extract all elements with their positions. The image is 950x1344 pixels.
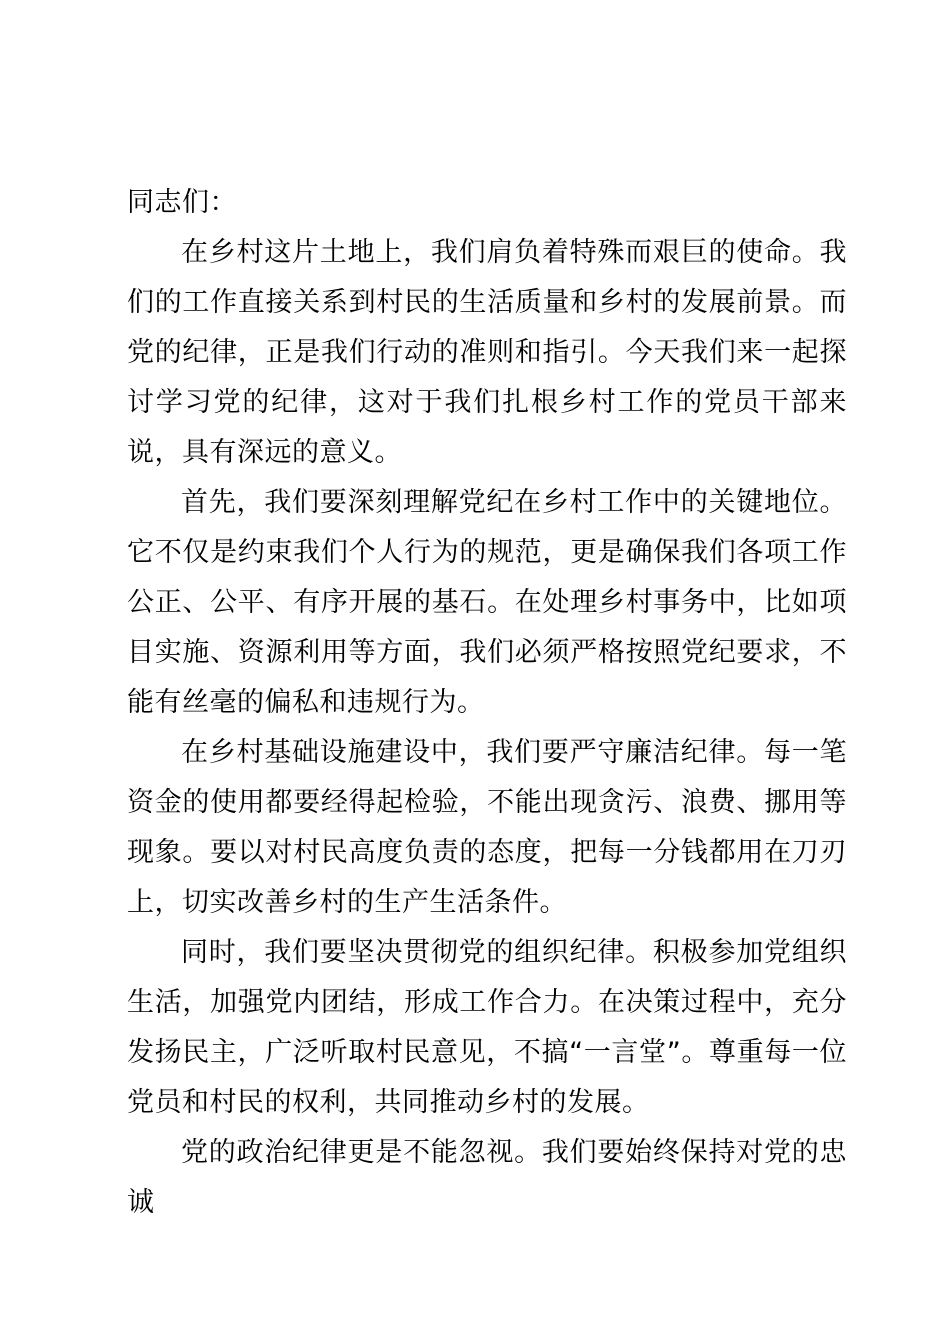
paragraph-1: 在乡村这片土地上，我们肩负着特殊而艰巨的使命。我们的工作直接关系到村民的生活质量和乡村的发展前景。而党的纪律，正是我们行动的准则和指引。今天我们来一起探讨学习党的纪律，这对于我们扎根乡村工作的党员干部来说，具有深远的意义。 [127,237,847,468]
paragraph-2: 首先，我们要深刻理解党纪在乡村工作中的关键地位。它不仅是约束我们个人行为的规范，更是确保我们各项工作公正、公平、有序开展的基石。在处理乡村事务中，比如项目实施、资源利用等方面，我们必须严格按照党纪要求，不能有丝毫的偏私和违规行为。 [127,487,847,718]
paragraph-3: 在乡村基础设施建设中，我们要严守廉洁纪律。每一笔资金的使用都要经得起检验，不能出现贪污、浪费、挪用等现象。要以对村民高度负责的态度，把每一分钱都用在刀刃上，切实改善乡村的生产生活条件。 [127,737,847,918]
paragraph-5: 党的政治纪律更是不能忽视。我们要始终保持对党的忠诚 [127,1137,847,1218]
paragraph-4: 同时，我们要坚决贯彻党的组织纪律。积极参加党组织生活，加强党内团结，形成工作合力。在决策过程中，充分发扬民主，广泛听取村民意见，不搞“一言堂”。尊重每一位党员和村民的权利，共同推动乡村的发展。 [127,937,847,1118]
salutation: 同志们： [127,187,237,218]
document-body [127,178,847,1228]
